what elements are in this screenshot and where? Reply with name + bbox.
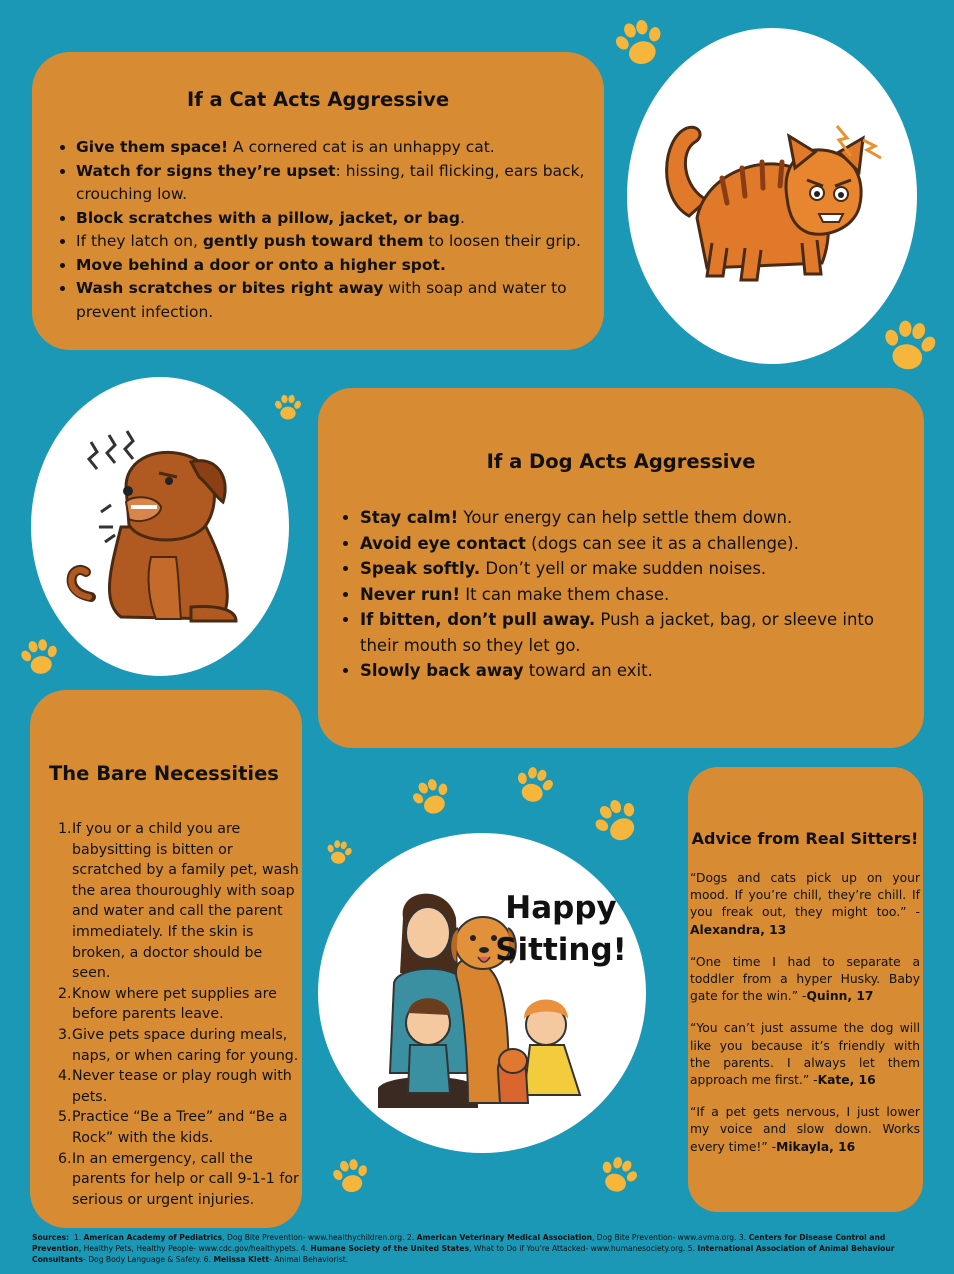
bare-necessities-card — [30, 690, 302, 1228]
cat-aggression-card — [32, 52, 604, 350]
list-item: • Never run! It can make them chase. — [360, 582, 908, 608]
advice-card — [688, 767, 923, 1212]
list-item: • If they latch on, gently push toward them to loosen their grip. — [76, 230, 586, 254]
bare-necessities-list — [42, 819, 302, 1210]
angry-cat-icon — [627, 28, 917, 364]
paw-print-icon — [512, 764, 556, 808]
happy-sitting-illustration — [318, 833, 646, 1153]
list-item: • Speak softly. Don’t yell or make sudden noises. — [360, 556, 908, 582]
paw-print-icon — [878, 316, 940, 378]
happy-line: Happy — [505, 890, 617, 926]
dog-section-title: If a Dog Acts Aggressive — [486, 450, 756, 473]
list-item: Never tease or play rough with pets. — [72, 1068, 292, 1105]
paw-print-icon — [324, 838, 354, 868]
bare-section-title: The Bare Necessities — [49, 762, 279, 785]
list-item: • Move behind a door or onto a higher spot. — [76, 254, 586, 278]
list-item: • Slowly back away toward an exit. — [360, 658, 908, 684]
cat-section-title: If a Cat Acts Aggressive — [186, 88, 450, 111]
list-item: • Wash scratches or bites right away with soap and water to prevent infection. — [76, 277, 586, 324]
sources-footer: Sources: 1. American Academy of Pediatrics, Dog Bite Prevention- www.healthychildren.org. 2. American Veterinary Medical Association, Dog Bite Prevention- www.avma.org. 3. Centers for Disease Control and Prevention, Healthy Pets, Healthy People- www.cdc.gov/healthypets. 4. Humane Society of the United States, What to Do if You’re Attacked- www.humanesociety.org. 5. International Association of Animal Behaviour Consultants- Dog Body Language & Safety. 6. Melissa Klett- Animal Behaviorist. — [32, 1233, 895, 1264]
list-item: • If bitten, don’t pull away. Push a jacket, bag, or sleeve into their mouth so they let go. — [360, 607, 908, 658]
paw-print-icon — [410, 776, 454, 820]
list-item: In an emergency, call the parents for help or call 9-1-1 for serious or urgent injuries. — [72, 1150, 299, 1208]
list-item: Practice “Be a Tree” and “Be a Rock” with the kids. — [72, 1109, 288, 1146]
paw-print-icon — [330, 1156, 372, 1198]
list-item: • Avoid eye contact (dogs can see it as a challenge). — [360, 531, 908, 557]
quote: “One time I had to separate a toddler from a hyper Husky. Baby gate for the win.” -Quinn, 17 — [690, 954, 920, 1004]
list-item: • Give them space! A cornered cat is an unhappy cat. — [76, 136, 586, 160]
paw-print-icon — [592, 796, 644, 848]
list-item: Know where pet supplies are before parents leave. — [72, 985, 277, 1023]
paw-print-icon — [612, 16, 668, 72]
dog-aggression-card — [318, 388, 924, 748]
list-item: • Watch for signs they’re upset: hissing, tail flicking, ears back, crouching low. — [76, 160, 586, 207]
list-item: • Stay calm! Your energy can help settle them down. — [360, 505, 908, 531]
dog-tips-list — [334, 505, 908, 684]
happy-sitting-text — [486, 887, 636, 971]
angry-dog-icon — [31, 377, 289, 676]
angry-dog-illustration — [31, 377, 289, 676]
list-item: • Block scratches with a pillow, jacket, or bag. — [76, 207, 586, 231]
list-item: Give pets space during meals, naps, or when caring for young. — [72, 1026, 299, 1064]
sitting-line: Sitting! — [495, 932, 627, 968]
paw-print-icon — [272, 392, 304, 424]
list-item: If you or a child you are babysitting is bitten or scratched by a family pet, wash the area thouroughly with soap and water and call the parent immediately. If the skin is broken, a doctor should be seen. — [72, 821, 299, 982]
quote: “You can’t just assume the dog will like you because it’s friendly with the parents. I always let them approach me first.” -Kate, 16 — [690, 1021, 920, 1088]
quote: “Dogs and cats pick up on your mood. If you’re chill, they’re chill. If you freak out, they might too.” -Alexandra, 13 — [690, 871, 920, 937]
paw-print-icon — [18, 636, 62, 680]
paw-print-icon — [596, 1154, 640, 1198]
cat-tips-list — [50, 136, 586, 324]
sitter-with-pets-icon — [318, 833, 646, 1153]
advice-section-title: Advice from Real Sitters! — [691, 829, 919, 848]
quote: “If a pet gets nervous, I just lower my voice and slow down. Works every time!” -Mikayla, 16 — [690, 1105, 920, 1154]
angry-cat-illustration — [627, 28, 917, 364]
